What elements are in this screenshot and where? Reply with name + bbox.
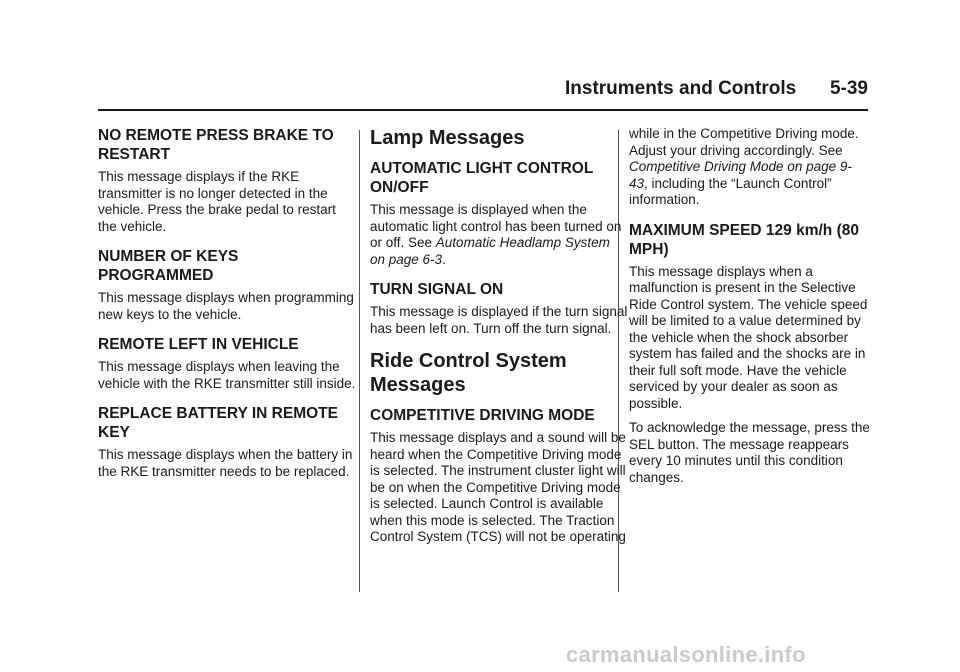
heading-competitive-mode: COMPETITIVE DRIVING MODE — [370, 407, 595, 424]
link-automatic-headlamp[interactable]: Automatic Headlamp System on page 6-3 — [370, 235, 610, 267]
body-number-of-keys: This message displays when programming new keys to the vehicle. — [98, 290, 354, 322]
heading-remote-left: REMOTE LEFT IN VEHICLE — [98, 336, 299, 353]
title-ride-control: Ride Control System Messages — [370, 350, 567, 396]
body-automatic-light-end: . — [442, 251, 446, 267]
heading-automatic-light: AUTOMATIC LIGHT CONTROL ON/OFF — [370, 160, 594, 196]
body-competitive-mode: This message displays and a sound will be heard when the Competitive Driving mode is selected. The instrument cluster light will be on when the Competitive Driving mode is selected. Launch Control is available when this mode is selected. The Traction Control System (TCS) will not be operating — [370, 430, 626, 544]
body-turn-signal: This message is displayed if the turn signal has been left on. Turn off the turn signal. — [370, 304, 628, 336]
body-automatic-light-text: This message is displayed when the automatic light control has been turned on or off. See — [370, 202, 622, 250]
column-2 — [370, 126, 628, 558]
heading-number-of-keys: NUMBER OF KEYS PROGRAMMED — [98, 248, 239, 284]
heading-no-remote: NO REMOTE PRESS BRAKE TO RESTART — [98, 127, 334, 163]
body-acknowledge: To acknowledge the message, press the SEL button. The message reappears every 10 minutes until this condition changes. — [629, 420, 870, 485]
column-1 — [98, 126, 356, 492]
body-competitive-continued-end: , including the “Launch Control” information. — [629, 175, 832, 207]
column-3 — [629, 126, 870, 498]
body-automatic-light — [370, 202, 628, 268]
heading-replace-battery: REPLACE BATTERY IN REMOTE KEY — [98, 405, 338, 441]
page-header — [565, 78, 868, 104]
body-replace-battery: This message displays when the battery in the RKE transmitter needs to be replaced. — [98, 447, 353, 479]
page-number: 5-39 — [829, 78, 868, 99]
heading-maximum-speed: MAXIMUM SPEED 129 km/h (80 MPH) — [629, 221, 859, 258]
header-rule — [98, 109, 868, 111]
section-title: Instruments and Controls — [565, 78, 797, 99]
column-divider-1 — [359, 130, 360, 592]
body-maximum-speed: This message displays when a malfunction is present in the Selective Ride Control system. The vehicle speed will be limited to a value determined by the vehicle when the shock absorber system has failed and the shocks are in their full soft mode. Have the vehicle serviced by your dealer as soon as possible. — [629, 263, 868, 411]
body-competitive-continued — [629, 126, 870, 209]
link-competitive-driving[interactable]: Competitive Driving Mode on page 9-43 — [629, 159, 852, 191]
body-remote-left: This message displays when leaving the vehicle with the RKE transmitter still inside. — [98, 359, 356, 391]
watermark: carmanualsonline.info — [566, 642, 806, 667]
body-no-remote: This message displays if the RKE transmitter is no longer detected in the vehicle. Press the brake pedal to restart the vehicle. — [98, 169, 336, 234]
heading-turn-signal: TURN SIGNAL ON — [370, 281, 504, 298]
title-lamp-messages: Lamp Messages — [370, 127, 525, 149]
body-competitive-continued-text: while in the Competitive Driving mode. Adjust your driving accordingly. See — [629, 126, 859, 158]
